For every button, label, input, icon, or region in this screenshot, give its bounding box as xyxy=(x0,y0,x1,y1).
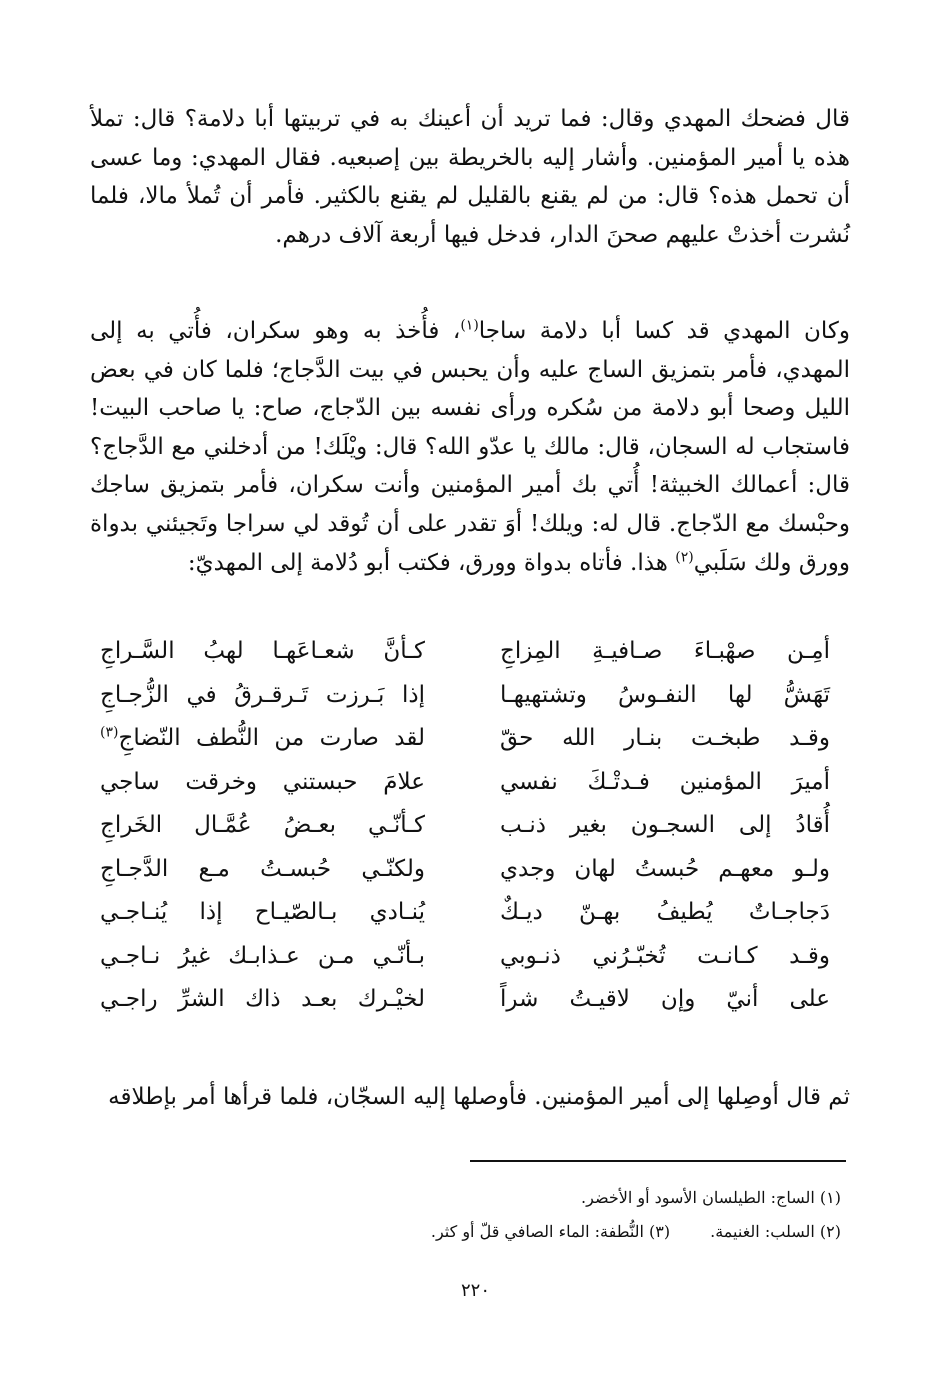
verse-second-text: لقد صارت من النُّطف النّضاجِ xyxy=(118,725,425,751)
poem-verse xyxy=(90,804,850,848)
poem-verse xyxy=(90,761,850,805)
footnote-line-2 xyxy=(431,1220,841,1244)
verse-first-hemistich: على أنيّ وإن لاقيـتُ شراً xyxy=(500,986,830,1012)
paragraph-2-part-b: ، فأُخذ به وهو سكران، فأُتي به إلى المهدي، فأمر بتمزيق الساج عليه وأن يحبس في بيت الدَّجاج؛ فلما كان في بعض الليل وصحا أبو دلامة من سُكره ورأى نفسه بين الدّجاج، صاح: يا صاحب البيت! فاستجاب له السجان، قال: مالك يا عدّو الله؟ قال: ويْلَك! من أدخلني مع الدَّجاج؟ قال: أعمالك الخبيثة! أُتي بك أمير المؤمنين وأنت سكران، فأمر بتمزيق ساجك وحبْسك مع الدّجاج. قال له: ويلك! أوَ تقدر على أن تُوقد لي سراجا وتَجيئني بدواة وورق ولك سَلَبي xyxy=(90,318,850,576)
paragraph-3: ثم قال أوصِلها إلى أمير المؤمنين. فأوصلها إليه السجّان، فلما قرأها أمر بإطلاقه xyxy=(108,1084,850,1110)
verse-second-hemistich: إذا بَـرزت تَـرقـرقُ في الزُّجـاجِ xyxy=(100,681,425,708)
poem-verse xyxy=(90,848,850,892)
paragraph-2-part-c: هذا. فأتاه بدواة وورق، فكتب أبو دُلامة إلى المهديّ: xyxy=(187,549,676,576)
verse-first-hemistich: وقـد كـانـت تُخبّـرُني ذنـوبي xyxy=(500,942,830,969)
verse-first-hemistich: أميرَ المؤمنين فـدتْـكَ نفسي xyxy=(500,768,830,795)
footnote-1: (١) الساج: الطيلسان الأسود أو الأخضر. xyxy=(581,1188,841,1207)
verse-first-hemistich: ولـو معهـم حُبستُ لهان وجدي xyxy=(500,855,830,882)
footnote-2: (٢) السلب: الغنيمة. xyxy=(710,1222,841,1241)
verse-first-hemistich: أُقادُ إلى السجـون بغير ذنـب xyxy=(500,812,830,838)
footnote-3: (٣) النُّطفة: الماء الصافي قلّ أو كثر. xyxy=(430,1222,671,1241)
footnote-ref-1: (١) xyxy=(460,317,479,334)
verse-second-hemistich: علامَ حبستني وخرقت ساجي xyxy=(100,768,425,795)
verse-second-hemistich: يُنـادي بـالصّيـاح إذا يُنـاجـي xyxy=(100,899,425,925)
verse-second-hemistich: لخيْـرك بعـد ذاك الشرِّ راجـي xyxy=(100,986,425,1012)
verse-second-hemistich: بـأنّـي مـن عـذابـك غيرُ نـاجـي xyxy=(100,942,425,969)
paragraph-2 xyxy=(90,312,850,582)
verse-first-hemistich: وقـد طبخـت بنـار الله حقّ xyxy=(500,725,830,751)
verse-second-hemistich: كـأنّـي بعـضُ عُمَّـال الخَراجِ xyxy=(100,812,425,838)
footnote-ref-2: (٢) xyxy=(675,548,694,565)
footnote-ref-3: (٣) xyxy=(100,724,119,741)
poem-verse xyxy=(90,630,850,674)
verse-second-hemistich xyxy=(100,717,425,761)
poem xyxy=(90,630,850,1022)
verse-second-hemistich: ولكنّـي حُبسـتُ مـع الدَّجـاجِ xyxy=(100,855,425,882)
page-number: ٢٢٠ xyxy=(460,1280,490,1301)
verse-first-hemistich: تَهَشُّ لها النفـوسُ وتشتهيهـا xyxy=(500,681,830,708)
verse-second-hemistich: كـأنَّ شعـاعَهـا لهبُ السَّـراجِ xyxy=(100,638,425,664)
verse-first-hemistich: أمِـن صهْبـاءَ صـافيـةِ المِزاجِ xyxy=(500,638,830,664)
verse-first-hemistich: دَجاجـاتٌ يُطيفُ بهـنّ ديـكٌ xyxy=(500,899,830,925)
footnote-divider xyxy=(470,1160,846,1162)
paragraph-1: قال فضحك المهدي وقال: فما تريد أن أعينك به في تربيتها أبا دلامة؟ قال: تملأ هذه يا أمير المؤمنين. وأشار إليه بالخريطة بين إصبعيه. فقال المهدي: وما عسى أن تحمل هذه؟ قال: من لم يقنع بالقليل لم يقنع بالكثير. فأمر أن تُملأ مالا، فلما نُشرت أخذتْ عليهم صحنَ الدار، فدخل فيها أربعة آلاف درهم. xyxy=(90,106,850,248)
poem-verse xyxy=(90,674,850,718)
poem-verse xyxy=(90,935,850,979)
paragraph-2-part-a: وكان المهدي قد كسا أبا دلامة ساجا xyxy=(478,318,850,344)
poem-verse xyxy=(90,717,850,761)
poem-verse xyxy=(90,891,850,935)
poem-verse xyxy=(90,978,850,1022)
